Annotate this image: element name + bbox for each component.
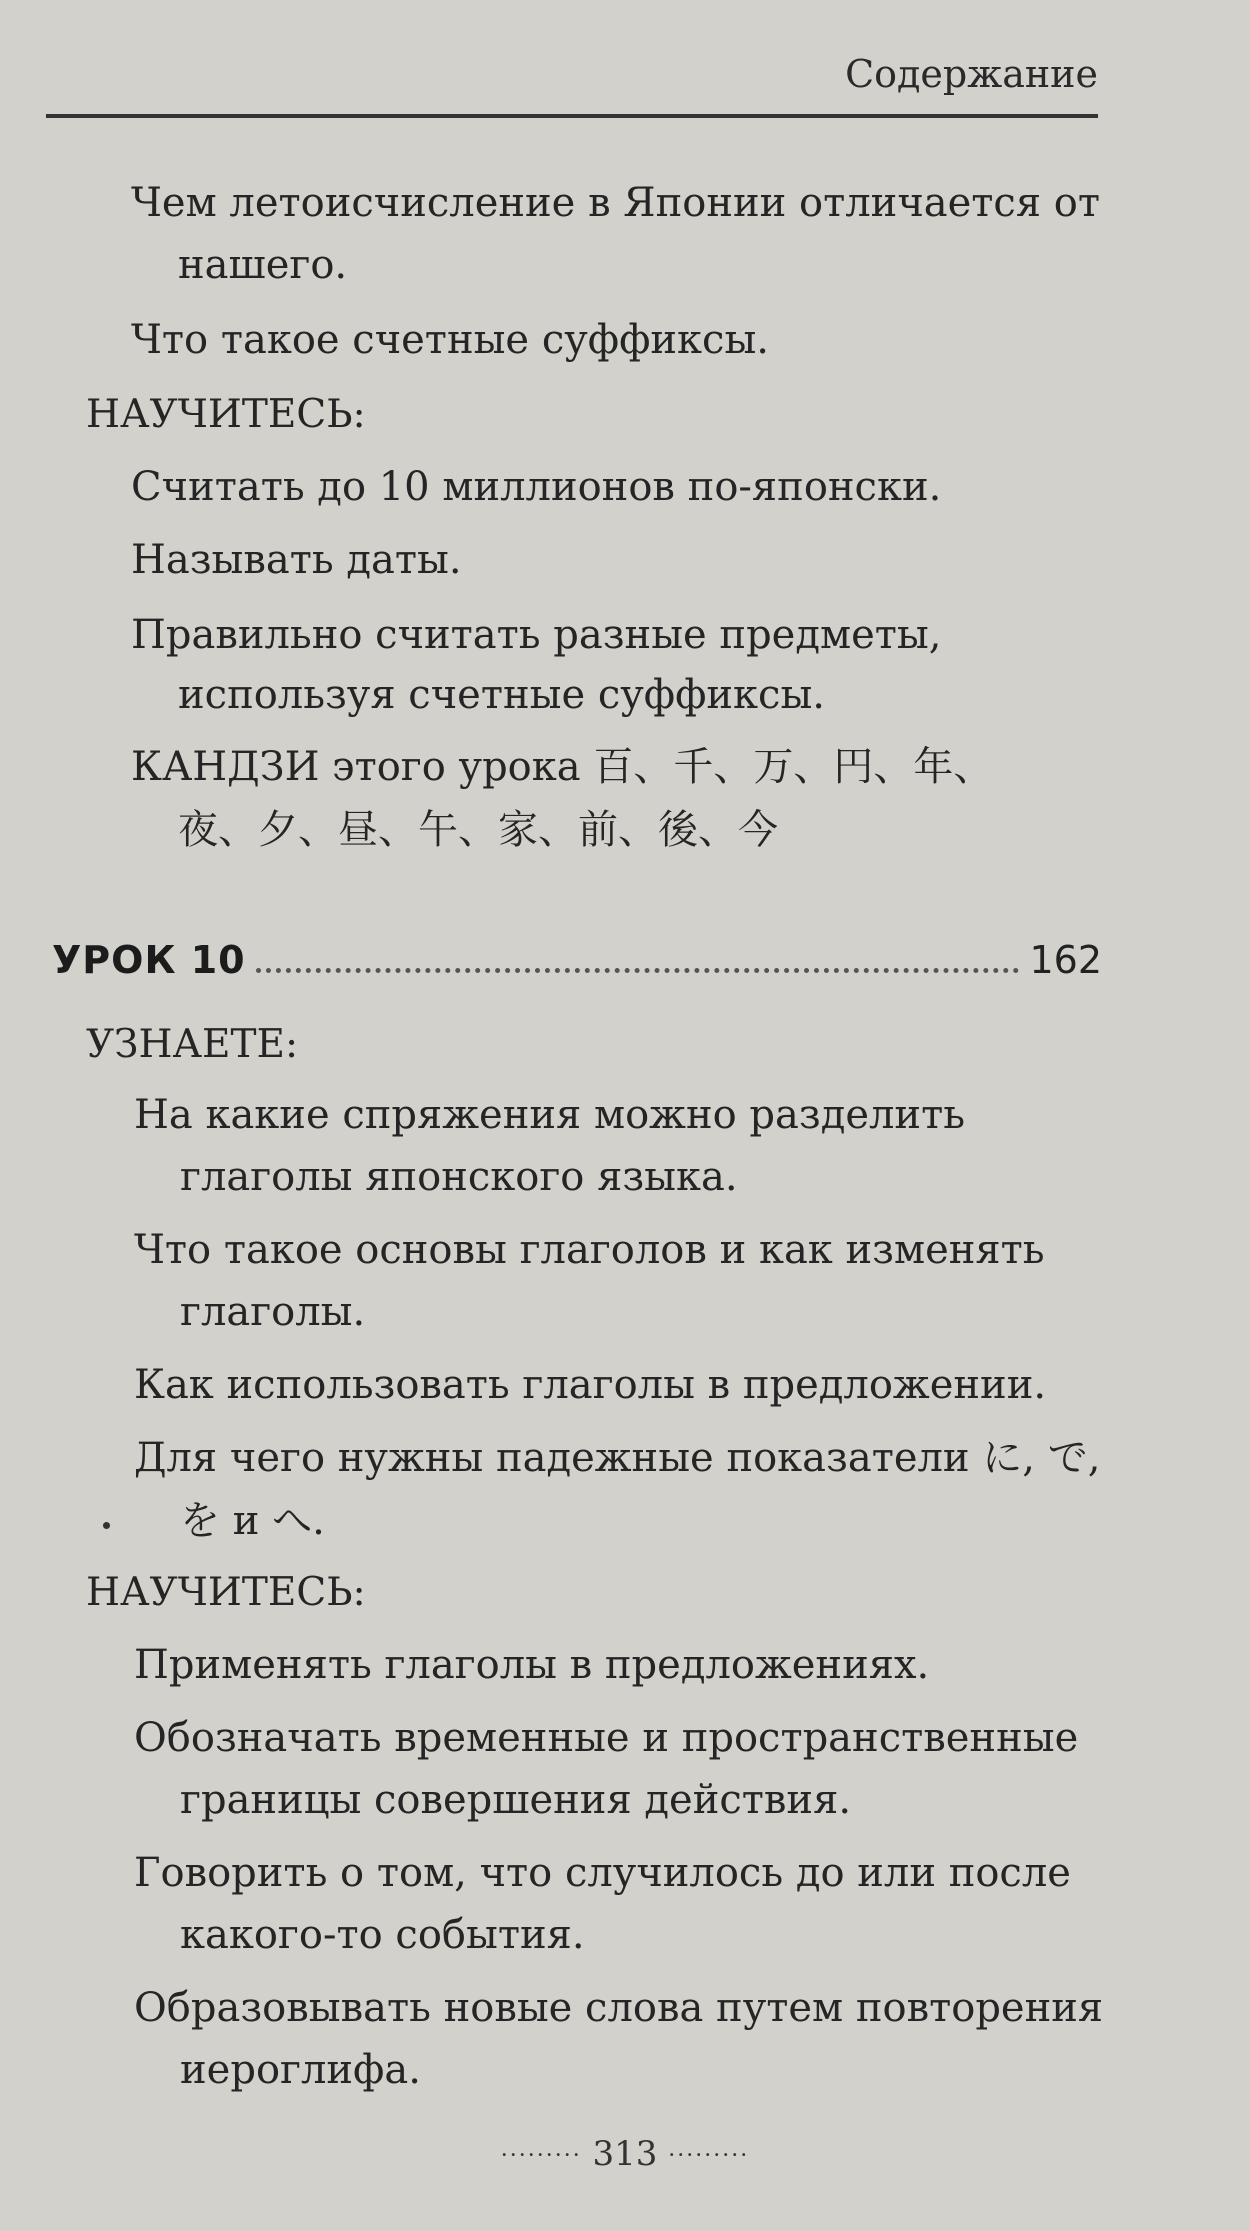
skill-item-line: Говорить о том, что случилось до или после [134,1850,1071,1896]
learn-item-line: глаголы японского языка. [180,1154,738,1200]
learn-item-line: を и へ. [180,1498,325,1544]
skill-item-line: границы совершения действия. [180,1777,852,1823]
page-number: 313 [592,2134,658,2174]
skill-item: Называть даты. [131,537,462,583]
skill-item-line: какого-то события. [180,1912,585,1958]
kanji-line: 夜、夕、昼、午、家、前、後、今 [178,807,778,853]
dot-leader [256,940,1020,973]
skill-item-line: Обозначать временные и пространственные [134,1715,1079,1761]
skills-heading: НАУЧИТЕСЬ: [86,392,366,437]
skill-item-line: Правильно считать разные предметы, [131,612,942,658]
learn-item-line: глаголы. [180,1289,366,1335]
skills-heading: НАУЧИТЕСЬ: [86,1570,366,1615]
footer-dots-right: ········· [668,2143,750,2169]
skill-item: Считать до 10 миллионов по-японски. [131,464,942,510]
footer-dots-left: ········· [500,2143,582,2169]
learn-item: Как использовать глаголы в предложении. [134,1362,1047,1408]
learn-item-line: нашего. [178,242,348,288]
running-header: Содержание [845,52,1098,96]
learn-item-line: На какие спряжения можно разделить [134,1092,965,1138]
page-footer [0,2134,1250,2174]
learn-item-line: Чем летоисчисление в Японии отличается от [131,180,1100,226]
learn-item-line: Для чего нужны падежные показатели に, で, [134,1435,1101,1481]
lesson-title: УРОК 10 [52,938,246,982]
stray-dot [103,1522,110,1529]
skill-item-line: иероглифа. [180,2047,421,2093]
learn-item: Что такое счетные суффиксы. [131,317,769,363]
skill-item-line: Образовывать новые слова путем повторения [134,1985,1104,2031]
toc-entry-lesson-10[interactable] [52,938,1102,994]
skill-item-line: используя счетные суффиксы. [178,672,825,718]
learn-item-line: Что такое основы глаголов и как изменять [134,1227,1045,1273]
lesson-page-number: 162 [1029,938,1102,982]
kanji-line: КАНДЗИ этого урока 百、千、万、円、年、 [131,744,994,790]
skill-item: Применять глаголы в предложениях. [134,1642,930,1688]
learn-heading: УЗНАЕТЕ: [86,1022,299,1067]
header-rule [46,114,1098,118]
